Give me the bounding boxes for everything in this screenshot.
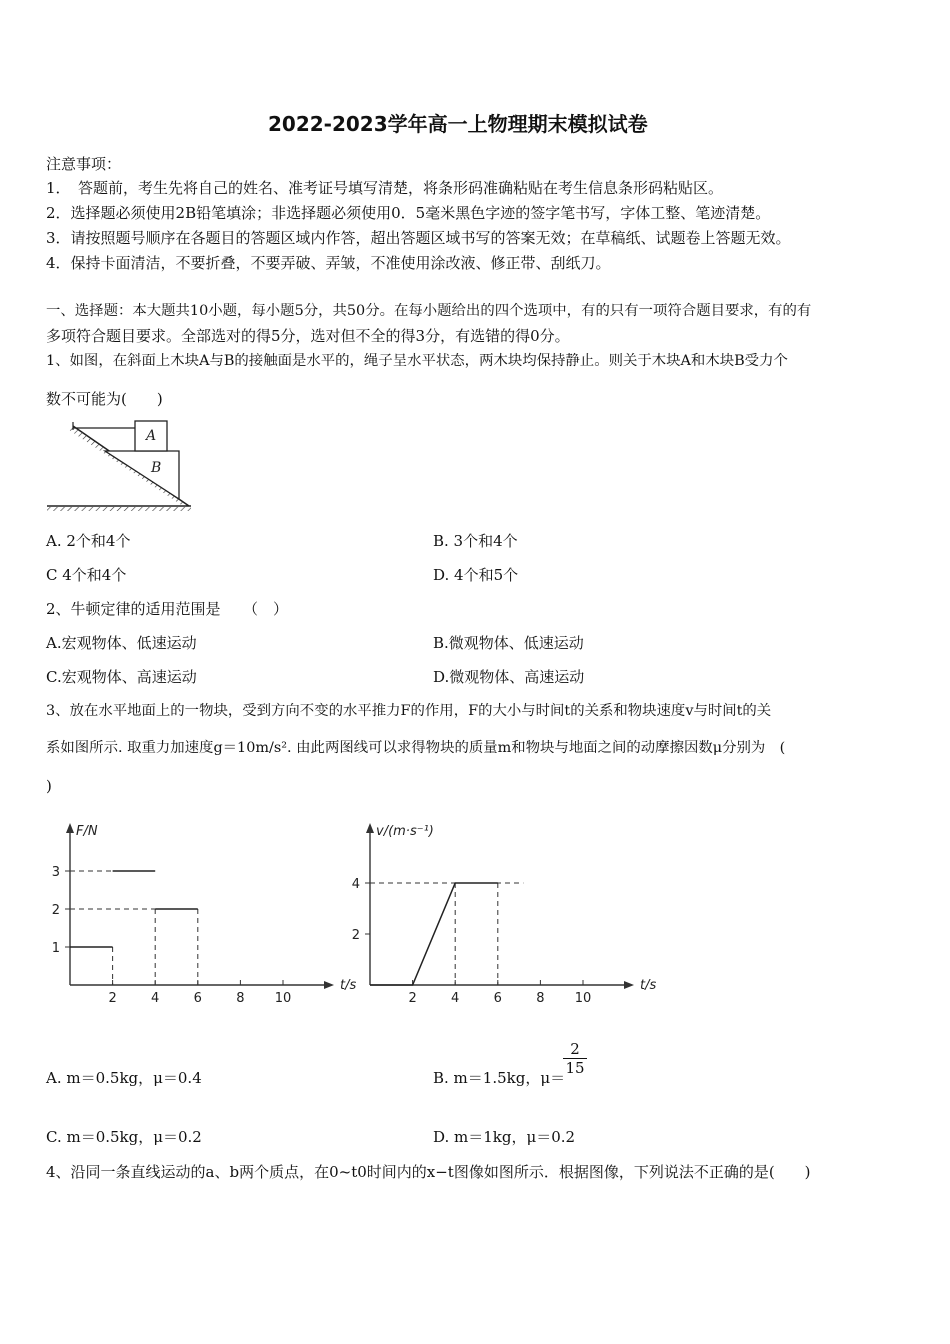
notice-heading: 注意事项： xyxy=(46,155,122,173)
q2-option-b[interactable]: B.微观物体、低速运动 xyxy=(433,634,584,652)
block-b xyxy=(105,451,179,499)
ground-hatch xyxy=(47,507,191,511)
x-axis-label: t/s xyxy=(640,978,657,993)
notice-item: 4．保持卡面清洁，不要折叠，不要弄破、弄皱，不准使用涂改液、修正带、刮纸刀。 xyxy=(46,254,611,272)
x-axis-label: t/s xyxy=(340,978,357,993)
q1-option-c[interactable]: C 4个和4个 xyxy=(46,566,127,584)
q1-incline-figure xyxy=(45,420,195,512)
velocity-line xyxy=(370,883,498,985)
x-tick-label: 4 xyxy=(451,991,460,1006)
q1-option-a[interactable]: A. 2个和4个 xyxy=(46,532,131,550)
y-tick-label: 2 xyxy=(51,903,60,918)
q1-option-d[interactable]: D. 4个和5个 xyxy=(433,566,519,584)
q1-stem-line1: 1、如图，在斜面上木块A与B的接触面是水平的，绳子呈水平状态，两木块均保持静止。则关于木块A和木块B受力个 xyxy=(46,353,788,369)
q2-stem: 2、牛顿定律的适用范围是 （ ） xyxy=(46,600,289,618)
fraction-denominator: 15 xyxy=(563,1058,587,1077)
block-a-label: A xyxy=(146,428,157,444)
x-tick-label: 8 xyxy=(536,991,545,1006)
page-title: 2022-2023学年高一上物理期末模拟试卷 xyxy=(268,112,648,136)
section-instructions-line1: 一、选择题：本大题共10小题，每小题5分，共50分。在每小题给出的四个选项中，有的只有一项符合题目要求，有的有 xyxy=(46,303,812,319)
x-tick-label: 10 xyxy=(274,991,292,1006)
q3-option-c[interactable]: C. m＝0.5kg，μ＝0.2 xyxy=(46,1128,202,1146)
x-axis-arrow xyxy=(624,981,634,989)
q2-option-a[interactable]: A.宏观物体、低速运动 xyxy=(46,634,197,652)
x-axis-arrow xyxy=(324,981,334,989)
notice-item: 2．选择题必须使用2B铅笔填涂；非选择题必须使用0．5毫米黑色字迹的签字笔书写，字体工整、笔迹清楚。 xyxy=(46,204,771,222)
x-tick-label: 10 xyxy=(574,991,592,1006)
y-axis-label: F/N xyxy=(76,824,98,839)
q2-option-d[interactable]: D.微观物体、高速运动 xyxy=(433,668,585,686)
x-tick-label: 6 xyxy=(493,991,502,1006)
block-b-label: B xyxy=(151,460,162,476)
q3-option-b-fraction xyxy=(563,1040,587,1077)
y-tick-label: 4 xyxy=(351,877,360,892)
q3-stem-line3: ) xyxy=(46,777,52,795)
notice-item: 1． 答题前，考生先将自己的姓名、准考证号填写清楚，将条形码准确粘贴在考生信息条形码粘贴区。 xyxy=(46,179,724,197)
force-time-chart xyxy=(40,815,357,1015)
fraction-numerator: 2 xyxy=(570,1040,580,1058)
q1-option-b[interactable]: B. 3个和4个 xyxy=(433,532,518,550)
y-tick-label: 3 xyxy=(51,865,60,880)
y-axis-arrow xyxy=(66,823,74,833)
x-tick-label: 6 xyxy=(193,991,202,1006)
section-instructions-line2: 多项符合题目要求。全部选对的得5分，选对但不全的得3分，有选错的得0分。 xyxy=(46,327,570,345)
q2-option-c[interactable]: C.宏观物体、高速运动 xyxy=(46,668,197,686)
x-tick-label: 2 xyxy=(408,991,417,1006)
x-tick-label: 4 xyxy=(151,991,160,1006)
q3-stem-line2: 系如图所示. 取重力加速度g＝10m/s². 由此两图线可以求得物块的质量m和物块与地面之间的动摩擦因数μ分别为 ( xyxy=(46,740,786,756)
x-tick-label: 8 xyxy=(236,991,245,1006)
q3-option-d[interactable]: D. m＝1kg，μ＝0.2 xyxy=(433,1128,576,1146)
q3-stem-line1: 3、放在水平地面上的一物块，受到方向不变的水平推力F的作用，F的大小与时间t的关系和物块速度v与时间t的关 xyxy=(46,703,772,719)
y-axis-arrow xyxy=(366,823,374,833)
q4-stem: 4、沿同一条直线运动的a、b两个质点，在0~t0时间内的x−t图像如图所示．根据图像，下列说法不正确的是( ) xyxy=(46,1163,811,1181)
x-tick-label: 2 xyxy=(108,991,117,1006)
q1-stem-line2: 数不可能为( ) xyxy=(46,390,163,408)
q3-option-b[interactable]: B. m＝1.5kg，μ＝ xyxy=(433,1069,566,1087)
velocity-time-chart xyxy=(340,815,657,1015)
y-tick-label: 1 xyxy=(51,941,60,956)
y-axis-label: v/(m·s⁻¹) xyxy=(376,824,434,839)
q3-option-a[interactable]: A. m＝0.5kg，μ＝0.4 xyxy=(46,1069,202,1087)
y-tick-label: 2 xyxy=(351,928,360,943)
notice-item: 3．请按照题号顺序在各题目的答题区域内作答，超出答题区域书写的答案无效；在草稿纸、试题卷上答题无效。 xyxy=(46,229,791,247)
